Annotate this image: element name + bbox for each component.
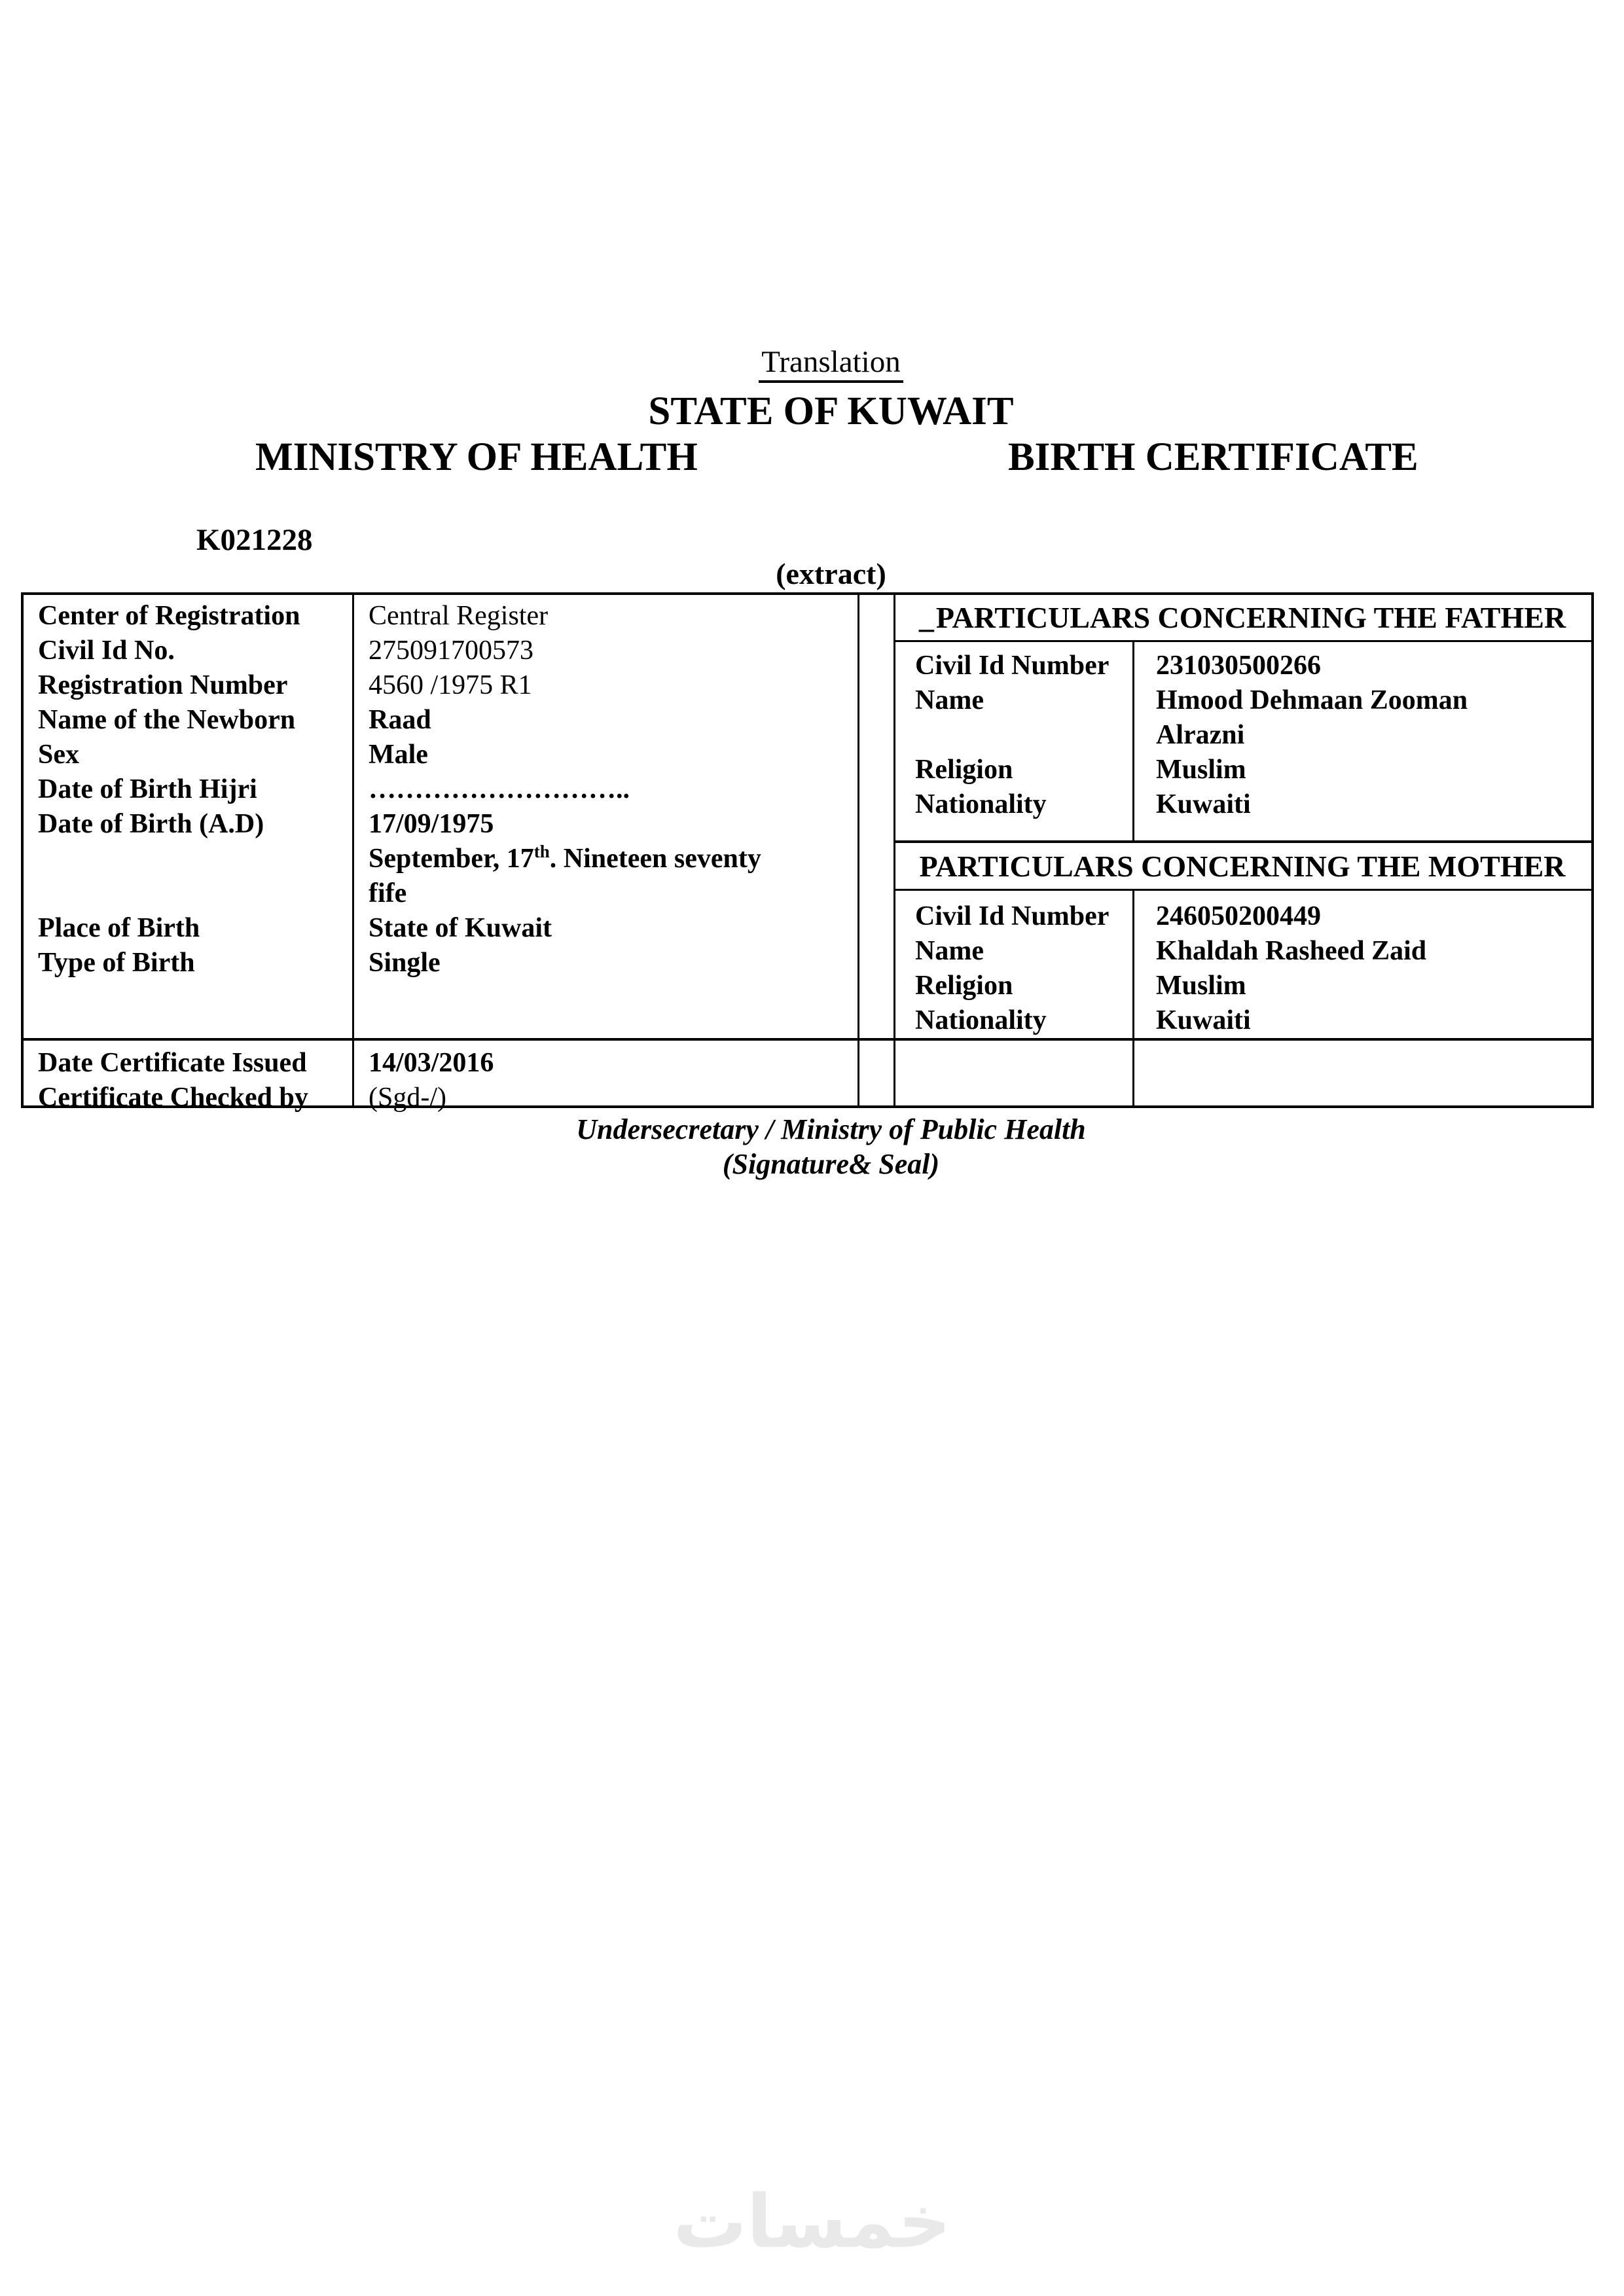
ministry-label: MINISTRY OF HEALTH — [255, 435, 698, 479]
row-label: Religion — [915, 970, 1013, 1001]
extract-label: (extract) — [776, 557, 886, 590]
table-row — [24, 668, 857, 703]
row-value: ……………………….. — [369, 774, 630, 804]
issue-details-cell — [24, 1041, 857, 1113]
row-value-date-long — [352, 842, 857, 876]
row-value: 231030500266 — [1156, 650, 1321, 681]
footer-signature-seal-line: (Signature& Seal) — [722, 1148, 940, 1180]
table-row — [893, 649, 1591, 683]
table-row — [24, 703, 857, 738]
footer-undersecretary-line: Undersecretary / Ministry of Public Health — [576, 1113, 1086, 1145]
page-title: STATE OF KUWAIT — [648, 389, 1014, 433]
row-value: Khaldah Rasheed Zaid — [1156, 935, 1427, 966]
ministry-doc-row — [0, 435, 1624, 480]
table-row — [24, 911, 857, 946]
row-label: Name — [915, 685, 984, 715]
row-label: Registration Number — [38, 670, 288, 700]
row-label: Center of Registration — [38, 601, 300, 631]
mother-section-header — [893, 843, 1591, 891]
translation-heading — [0, 344, 1624, 383]
row-value: Hmood Dehmaan Zooman — [1156, 685, 1468, 715]
row-value: Male — [369, 740, 428, 770]
row-label: Certificate Checked by — [38, 1083, 308, 1113]
row-value: 14/03/2016 — [369, 1048, 494, 1078]
row-label: Nationality — [915, 789, 1047, 819]
row-value: Central Register — [369, 601, 549, 631]
table-row — [893, 787, 1591, 822]
table-row — [24, 1046, 857, 1081]
particulars-section — [893, 595, 1591, 1038]
table-row — [893, 969, 1591, 1003]
table-row — [24, 842, 857, 876]
table-row — [893, 934, 1591, 969]
row-label: Nationality — [915, 1005, 1047, 1035]
mother-table-divider — [1132, 891, 1134, 1038]
row-value: Muslim — [1156, 754, 1246, 785]
row-value: Single — [369, 948, 441, 978]
row-value: Alrazni — [1156, 719, 1245, 750]
row-label: Date of Birth Hijri — [38, 774, 257, 804]
table-row — [24, 807, 857, 842]
row-value: 246050200449 — [1156, 901, 1321, 931]
father-details-table — [893, 642, 1591, 843]
row-label: Civil Id No. — [38, 636, 175, 666]
ref-number: K021228 — [196, 523, 313, 557]
row-label: Type of Birth — [38, 948, 195, 978]
row-label — [893, 718, 1132, 753]
row-value: 4560 /1975 R1 — [369, 670, 532, 700]
row-value: Kuwaiti — [1156, 1005, 1251, 1035]
row-value: 275091700573 — [369, 636, 533, 666]
bottom-right-divider — [1132, 1041, 1134, 1105]
row-label: Name of the Newborn — [38, 705, 296, 735]
divider-left-spacer — [857, 595, 859, 1105]
translation-underlined-text: Translation — [759, 344, 903, 383]
mother-header-text: PARTICULARS CONCERNING THE MOTHER — [919, 849, 1566, 883]
table-row — [893, 683, 1591, 718]
row-value: 17/09/1975 — [369, 809, 494, 839]
table-row — [893, 753, 1591, 787]
row-value: (Sgd-/) — [369, 1083, 446, 1113]
table-row — [893, 718, 1591, 753]
row-label — [24, 876, 352, 911]
father-table-divider — [1132, 642, 1134, 840]
khamsat-watermark-logo: خمسات — [673, 2179, 951, 2265]
row-label: Date Certificate Issued — [38, 1048, 307, 1078]
table-row — [24, 946, 857, 980]
row-label: Place of Birth — [38, 913, 200, 943]
table-row — [893, 1003, 1591, 1038]
row-label: Date of Birth (A.D) — [38, 809, 264, 839]
date-long-pre: September, 17 — [369, 844, 534, 874]
newborn-details-cell — [24, 595, 857, 1038]
table-row — [24, 1081, 857, 1115]
table-row — [24, 634, 857, 668]
father-header-text: PARTICULARS CONCERNING THE FATHER — [935, 600, 1566, 634]
underscore-mark: _ — [918, 600, 934, 634]
row-value: State of Kuwait — [369, 913, 552, 943]
father-section-header — [893, 595, 1591, 642]
table-row — [893, 899, 1591, 934]
row-value: Muslim — [1156, 970, 1246, 1001]
table-row — [24, 772, 857, 807]
row-value: Kuwaiti — [1156, 789, 1251, 819]
mother-details-table — [893, 891, 1591, 1038]
row-label: Civil Id Number — [915, 650, 1110, 681]
row-value: Raad — [369, 705, 431, 735]
doc-type-label: BIRTH CERTIFICATE — [1008, 435, 1418, 479]
row-label — [24, 842, 352, 876]
row-label: Religion — [915, 754, 1013, 785]
table-row — [24, 599, 857, 634]
row-label: Name — [915, 935, 984, 966]
table-row — [24, 738, 857, 772]
row-value: fife — [369, 878, 407, 908]
table-row — [24, 876, 857, 911]
row-label: Sex — [38, 740, 79, 770]
date-long-superscript: th — [533, 842, 550, 861]
date-long-post: . Nineteen seventy — [549, 844, 761, 874]
certificate-table — [21, 592, 1594, 1113]
row-label: Civil Id Number — [915, 901, 1110, 931]
